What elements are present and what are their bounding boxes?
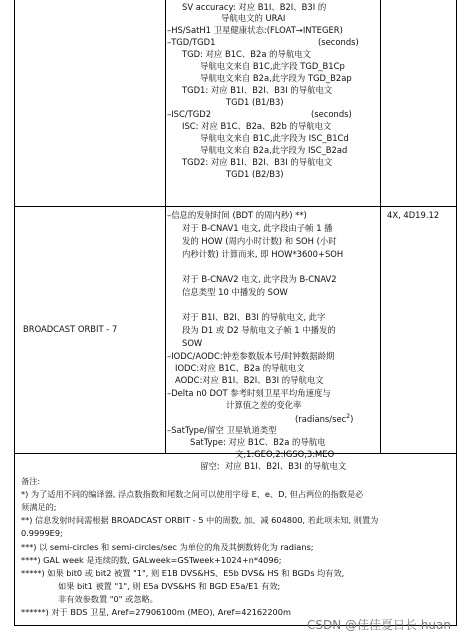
orbit-label: BROADCAST ORBIT - 7 xyxy=(23,324,118,334)
note-5-cont-1: 如果 bit1 被置 "1", 则 E5a DVS&HS 和 BGD E5a/E1 有效; xyxy=(58,581,281,591)
note-1-cont: 须满足的; xyxy=(21,502,57,512)
column-divider-right xyxy=(380,0,381,453)
sv-accuracy-cont: 导航电文的 URAI xyxy=(221,13,286,23)
tgd2-cont: TGD1 (B2/B3) xyxy=(226,169,284,179)
note-2: **) 信息发射时间需根据 BROADCAST ORBIT - 5 中的周数, 加、减 604800, 若此项未知, 则置为 xyxy=(21,515,379,525)
isc-line: ISC: 对应 B1C、B2a、B2b 的导航电文 xyxy=(182,121,332,131)
tgd-b1c-line: 导航电文来自 B1C,此字段 TGD_B1Cp xyxy=(200,61,345,71)
document-table xyxy=(14,0,457,626)
transmit-time-heading: –信息的发射时间 (BDT 的周内秒) **) xyxy=(167,210,307,220)
iodc-heading: –IODC/AODC:钟差参数版本号/时钟数据龄期 xyxy=(167,351,335,361)
delta-n-unit-text: (radians/sec xyxy=(295,413,347,424)
notes-title: 备注: xyxy=(21,476,41,486)
d1d2-line-3: SOW xyxy=(182,338,203,348)
d1d2-line-2: 段为 D1 或 D2 导航电文子帧 1 中播发的 xyxy=(182,325,336,335)
d1d2-line-1: 对于 B1I、B2I、B3I 的导航电文, 此字 xyxy=(182,312,326,322)
cnav1-line-2: 发的 HOW (周内小时计数) 和 SOH (小时 xyxy=(182,236,337,246)
note-2-cont: 0.9999E9; xyxy=(21,528,63,538)
note-1: *) 为了适用不同的编译器, 浮点数指数和尾数之间可以使用字母 E、e、D, 但占两位的指数是必 xyxy=(21,489,364,499)
tgd-b2a-line: 导航电文来自 B2a,此字段为 TGD_B2ap xyxy=(200,73,352,83)
note-4: ****) GAL week 是连续的数, GALweek=GSTweek+1024+n*4096; xyxy=(21,555,282,565)
orbit-format: 4X, 4D19.12 xyxy=(387,210,440,220)
iodc-line: IODC:对应 B1C、B2a 的导航电文 xyxy=(175,363,305,373)
tgd-unit: (seconds) xyxy=(318,37,359,47)
tgd-heading: –TGD/TGD1 xyxy=(167,37,216,47)
note-5: *****) 如果 bit0 或 bit2 被置 "1", 则 E1B DVS&HS、E5b DVS& HS 和 BGDs 均有效, xyxy=(21,568,345,578)
note-5-cont-2: 非有效参数置 "0" 或忽略。 xyxy=(58,594,158,604)
tgd1-line: TGD1: 对应 B1I、B2I、B3I 的导航电文 xyxy=(182,85,333,95)
sattype-heading: –SatType/留空 卫星轨道类型 xyxy=(167,425,277,435)
column-divider-left xyxy=(165,0,166,453)
sv-accuracy-line: SV accuracy: 对应 B1I、B2I、B3I 的 xyxy=(182,2,327,12)
watermark: CSDN @佳佳夏日长 huan xyxy=(306,618,451,632)
row-divider xyxy=(15,206,456,207)
isc-heading: –ISC/TGD2 xyxy=(167,109,212,119)
note-6: ******) 对于 BDS 卫星, Aref=27906100m (MEO), Aref=42162200m xyxy=(21,607,291,617)
tgd2-line: TGD2: 对应 B1I、B2I、B3I 的导航电文 xyxy=(182,157,333,167)
cnav2-line-2: 信息类型 10 中播发的 SOW xyxy=(182,287,288,297)
delta-n-unit-close: ) xyxy=(350,413,354,424)
cnav1-line-1: 对于 B-CNAV1 电文, 此字段由子帧 1 播 xyxy=(182,223,333,233)
isc-unit: (seconds) xyxy=(311,109,352,119)
isc-b1c-line: 导航电文来自 B1C,此字段为 ISC_B1Cd xyxy=(200,133,349,143)
note-3: ***) 以 semi-circles 和 semi-circles/sec 为单位的角及其倒数转化为 radians; xyxy=(21,542,314,552)
delta-n-cont: 计算值之差的变化率 xyxy=(226,400,302,410)
delta-n-unit-exponent: 2 xyxy=(346,413,351,420)
delta-n-heading: –Delta n0 DOT 参考时刻卫星平均角速度与 xyxy=(167,388,331,398)
tgd1-cont: TGD1 (B1/B3) xyxy=(226,97,284,107)
delta-n-unit xyxy=(295,412,353,424)
reserved-line: 留空: 对应 B1I、B2I、B3I 的导航电文 xyxy=(200,461,347,471)
sattype-line-2: 文,1:GEO,2:IGSO,3:MEO xyxy=(235,449,335,459)
aodc-line: AODC:对应 B1I、B2I、B3I 的导航电文 xyxy=(175,375,324,385)
isc-b2a-line: 导航电文来自 B2a,此字段为 ISC_B2ad xyxy=(200,145,348,155)
cnav2-line-1: 对于 B-CNAV2 电文, 此字段为 B-CNAV2 xyxy=(182,274,337,284)
health-line: –HS/SatH1 卫星健康状态:(FLOAT→INTEGER) xyxy=(167,25,343,35)
sattype-line-1: SatType: 对应 B1C、B2a 的导航电 xyxy=(190,437,326,447)
cnav1-line-3: 内秒计数) 计算而来, 即 HOW*3600+SOH xyxy=(182,249,344,259)
tgd-line: TGD: 对应 B1C、B2a 的导航电文 xyxy=(182,49,311,59)
